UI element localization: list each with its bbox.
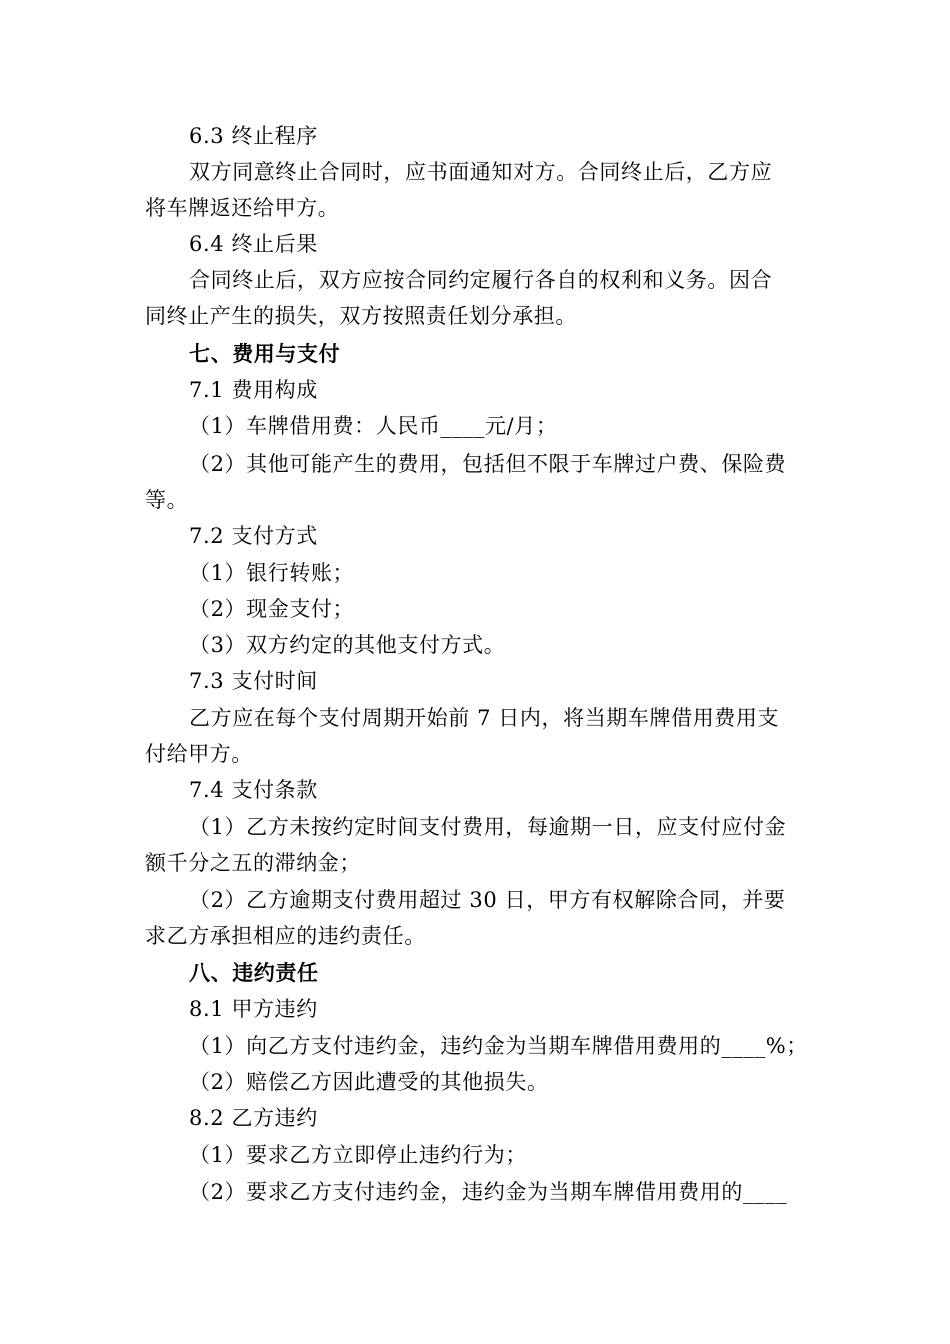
list-item: （1）要求乙方立即停止违约行为； [189, 1143, 527, 1167]
list-item: （2）其他可能产生的费用，包括但不限于车牌过户费、保险费 [189, 452, 787, 476]
list-item: （1）乙方未按约定时间支付费用，每逾期一日，应支付应付金 [189, 815, 787, 839]
section-heading-8-2: 8.2 乙方违约 [189, 1106, 318, 1130]
list-item: （2）赔偿乙方因此遭受的其他损失。 [189, 1070, 549, 1094]
paragraph-line: 求乙方承担相应的违约责任。 [145, 924, 426, 948]
list-item: （1）向乙方支付违约金，违约金为当期车牌借用费用的____%； [189, 1034, 808, 1058]
section-heading-7-3: 7.3 支付时间 [189, 669, 318, 693]
paragraph-line: 双方同意终止合同时，应书面通知对方。合同终止后，乙方应 [189, 160, 773, 184]
list-item: （1）车牌借用费：人民币____元/月； [189, 414, 558, 438]
list-item: （1）银行转账； [189, 561, 355, 585]
paragraph-line: 乙方应在每个支付周期开始前 7 日内，将当期车牌借用费用支 [189, 706, 780, 730]
section-heading-7-1: 7.1 费用构成 [189, 378, 318, 402]
paragraph-line: 同终止产生的损失，双方按照责任划分承担。 [145, 304, 577, 328]
paragraph-line: 等。 [145, 488, 189, 512]
section-heading-7-2: 7.2 支付方式 [189, 524, 318, 548]
section-heading-8-1: 8.1 甲方违约 [189, 997, 318, 1021]
chapter-heading-7: 七、费用与支付 [189, 341, 341, 366]
section-heading-6-3: 6.3 终止程序 [189, 124, 318, 148]
section-heading-6-4: 6.4 终止后果 [189, 232, 318, 256]
list-item: （2）要求乙方支付违约金，违约金为当期车牌借用费用的____ [189, 1180, 788, 1204]
paragraph-line: 合同终止后，双方应按合同约定履行各自的权利和义务。因合 [189, 268, 773, 292]
paragraph-line: 付给甲方。 [145, 742, 253, 766]
paragraph-line: 额千分之五的滞纳金； [145, 851, 361, 875]
list-item: （2）现金支付； [189, 597, 355, 621]
section-heading-7-4: 7.4 支付条款 [189, 778, 318, 802]
list-item: （2）乙方逾期支付费用超过 30 日，甲方有权解除合同，并要 [189, 888, 786, 912]
chapter-heading-8: 八、违约责任 [189, 960, 319, 985]
paragraph-line: 将车牌返还给甲方。 [145, 196, 340, 220]
list-item: （3）双方约定的其他支付方式。 [189, 633, 506, 657]
